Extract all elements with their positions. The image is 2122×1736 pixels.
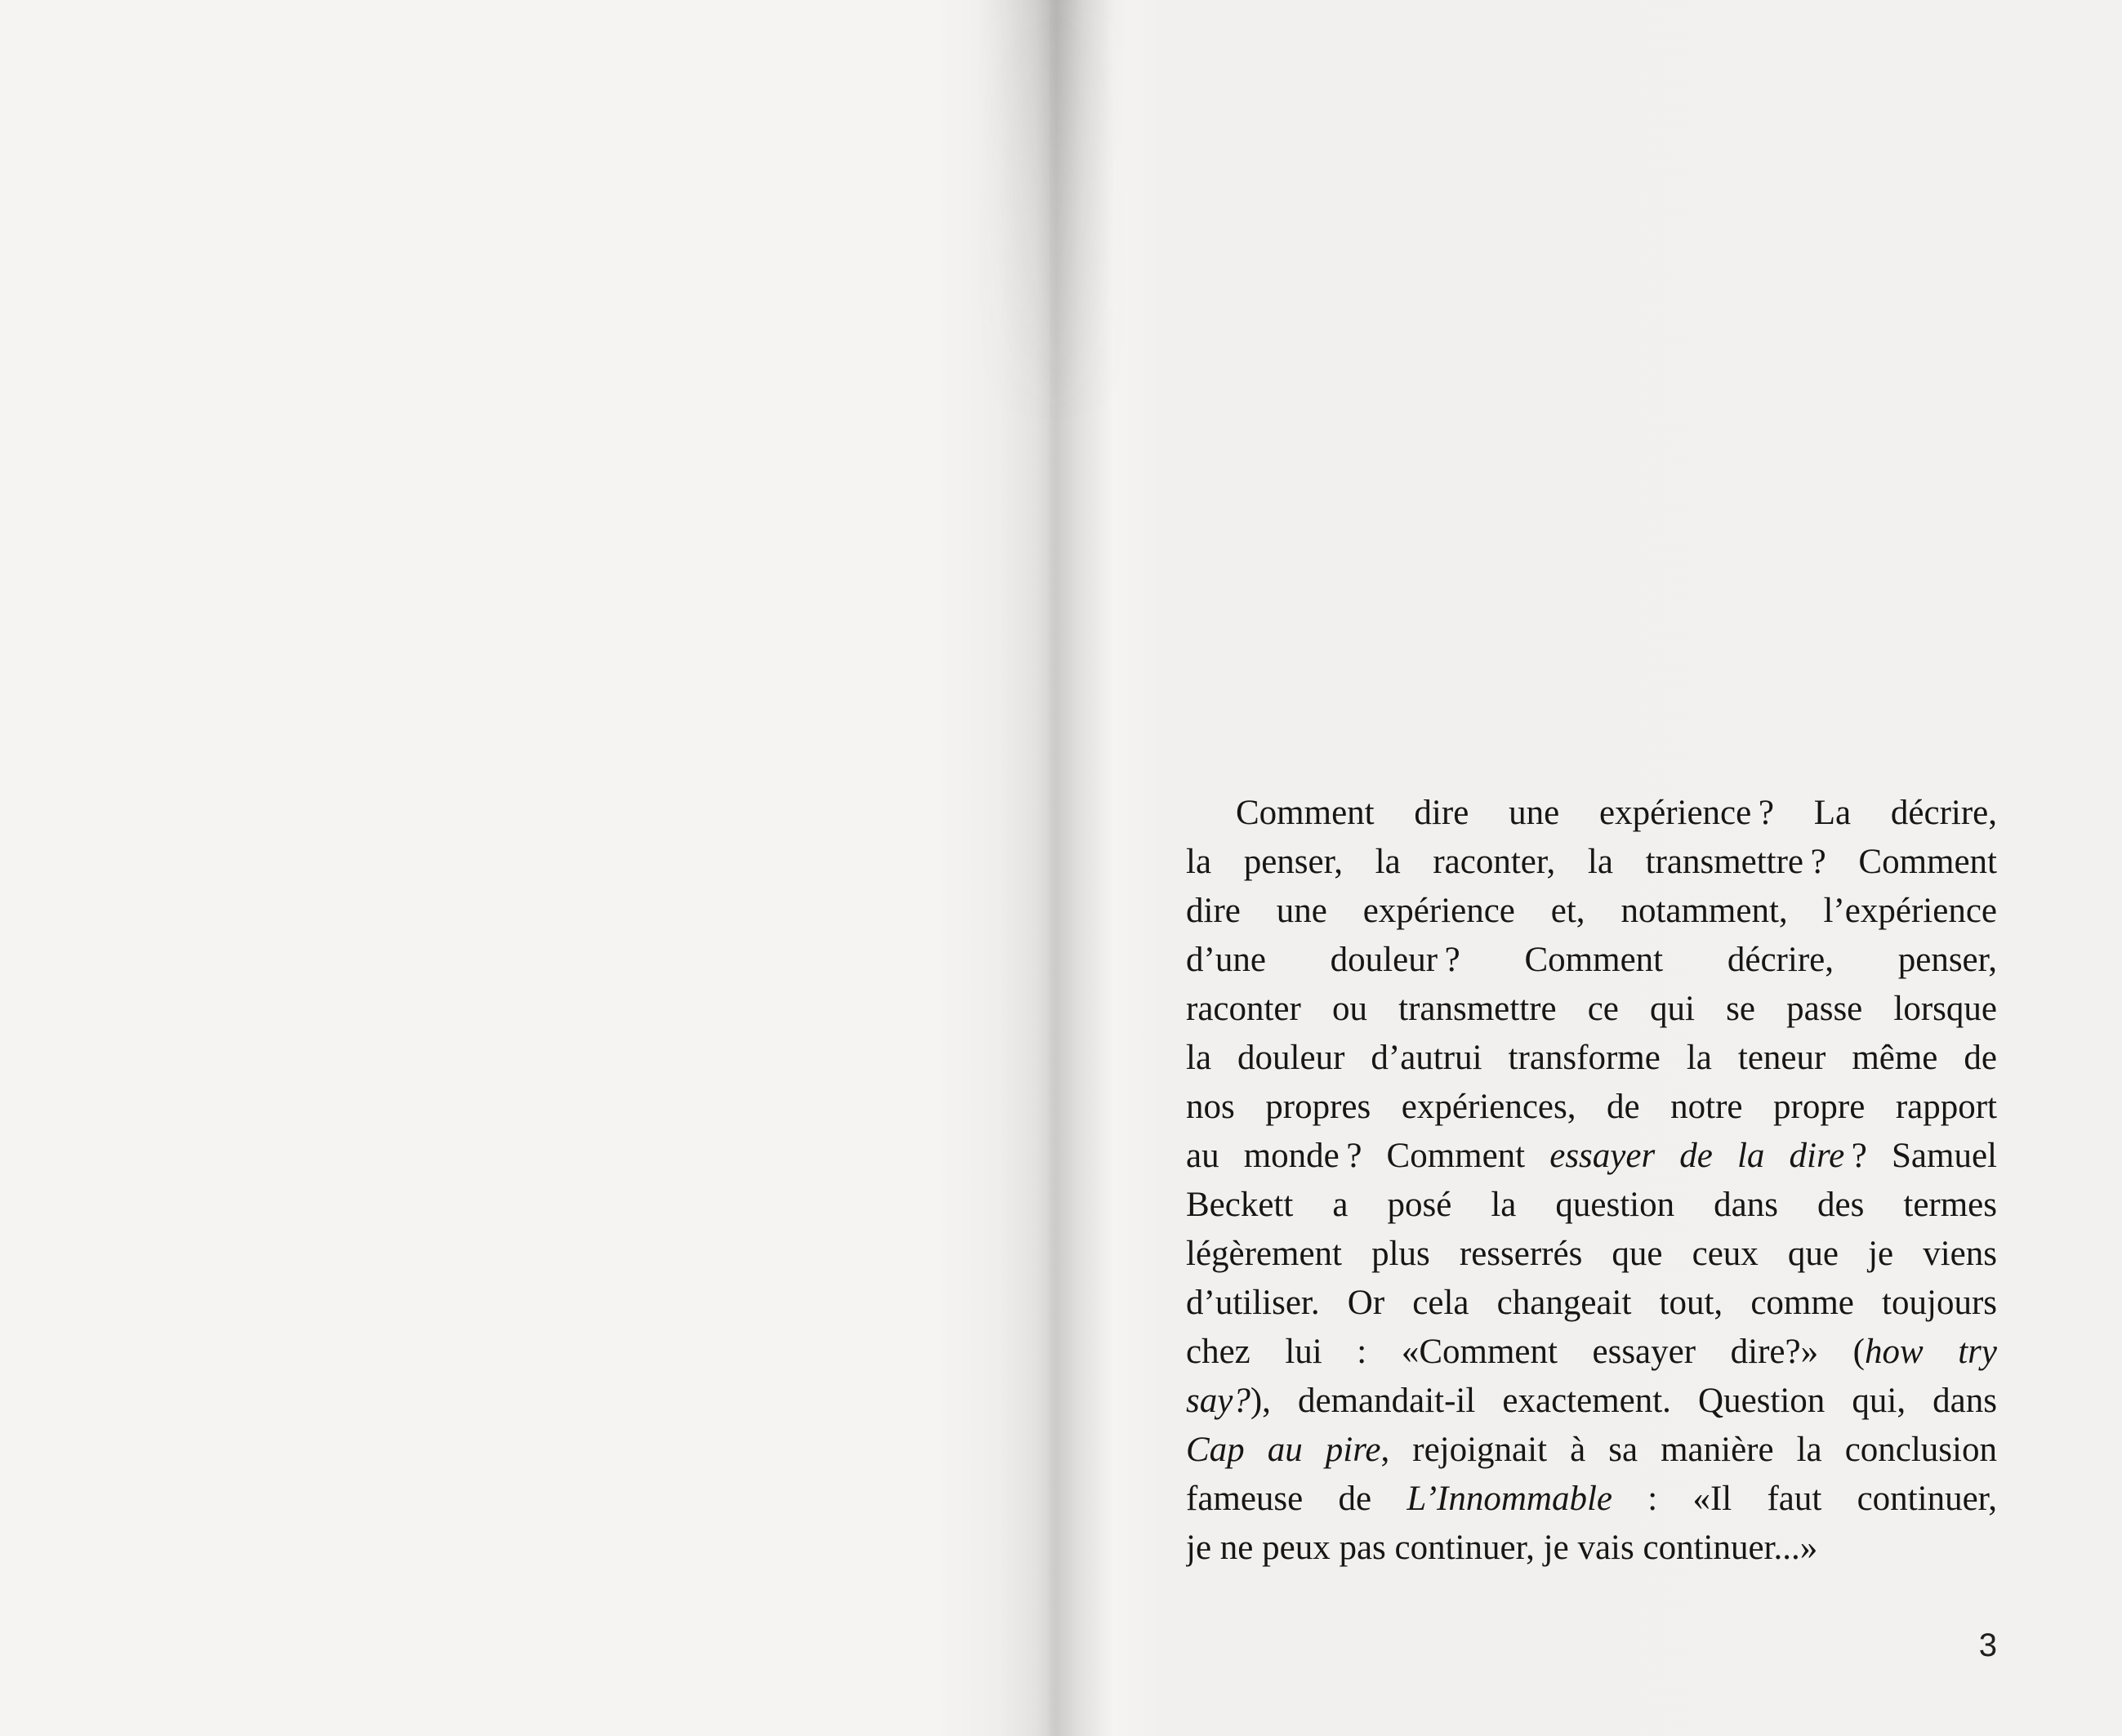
text-segment: : «Il faut continuer, — [1612, 1480, 1997, 1518]
paragraph — [1186, 789, 1997, 1573]
text-segment: d’utiliser. Or cela changeait tout, comme toujours — [1186, 1284, 1997, 1322]
text-segment: d’une douleur ? Comment décrire, penser, — [1186, 941, 1997, 979]
text-segment: ), demandait-il exactement. Question qui, dans — [1250, 1382, 1997, 1420]
text-segment: je ne peux pas continuer, je vais continuer...» — [1186, 1529, 1818, 1567]
text-segment: Comment dire une expérience ? La décrire, — [1236, 794, 1997, 832]
text-segment: ? Samuel — [1844, 1137, 1997, 1175]
italic-text-segment: how try — [1864, 1333, 1997, 1371]
italic-text-segment: say? — [1186, 1382, 1250, 1420]
page-number: 3 — [1978, 1627, 1997, 1663]
text-segment: légèrement plus resserrés que ceux que je viens — [1186, 1235, 1997, 1273]
left-page-blank — [0, 0, 1050, 1736]
text-segment: fameuse de — [1186, 1480, 1407, 1518]
text-line — [1186, 1230, 1997, 1279]
text-line — [1186, 1034, 1997, 1083]
text-line — [1186, 1279, 1997, 1328]
text-line — [1186, 1132, 1997, 1181]
text-line — [1186, 887, 1997, 936]
text-line — [1186, 1377, 1997, 1426]
text-line — [1186, 1426, 1997, 1475]
text-segment: raconter ou transmettre ce qui se passe lorsque — [1186, 990, 1997, 1028]
text-line — [1186, 1083, 1997, 1132]
text-line — [1186, 936, 1997, 985]
text-segment: dire une expérience et, notamment, l’expérience — [1186, 892, 1997, 930]
text-segment: au monde ? Comment — [1186, 1137, 1550, 1175]
book-gutter-shadow-top — [935, 0, 1164, 425]
text-segment: nos propres expériences, de notre propre rapport — [1186, 1088, 1997, 1126]
text-line — [1186, 789, 1997, 838]
text-line — [1186, 1475, 1997, 1524]
text-line — [1186, 985, 1997, 1034]
text-line — [1186, 1181, 1997, 1230]
italic-text-segment: Cap au pire — [1186, 1431, 1381, 1469]
text-segment: chez lui : «Comment essayer dire?» ( — [1186, 1333, 1865, 1371]
text-segment: , rejoignait à sa manière la conclusion — [1380, 1431, 1997, 1469]
italic-text-segment: L’Innommable — [1406, 1480, 1612, 1518]
text-line — [1186, 1328, 1997, 1377]
text-line — [1186, 1524, 1997, 1573]
italic-text-segment: essayer de la dire — [1549, 1137, 1845, 1175]
text-segment: la douleur d’autrui transforme la teneur même de — [1186, 1039, 1997, 1077]
text-segment: la penser, la raconter, la transmettre ? Comment — [1186, 843, 1997, 881]
text-line — [1186, 838, 1997, 887]
text-segment: Beckett a posé la question dans des termes — [1186, 1186, 1997, 1224]
